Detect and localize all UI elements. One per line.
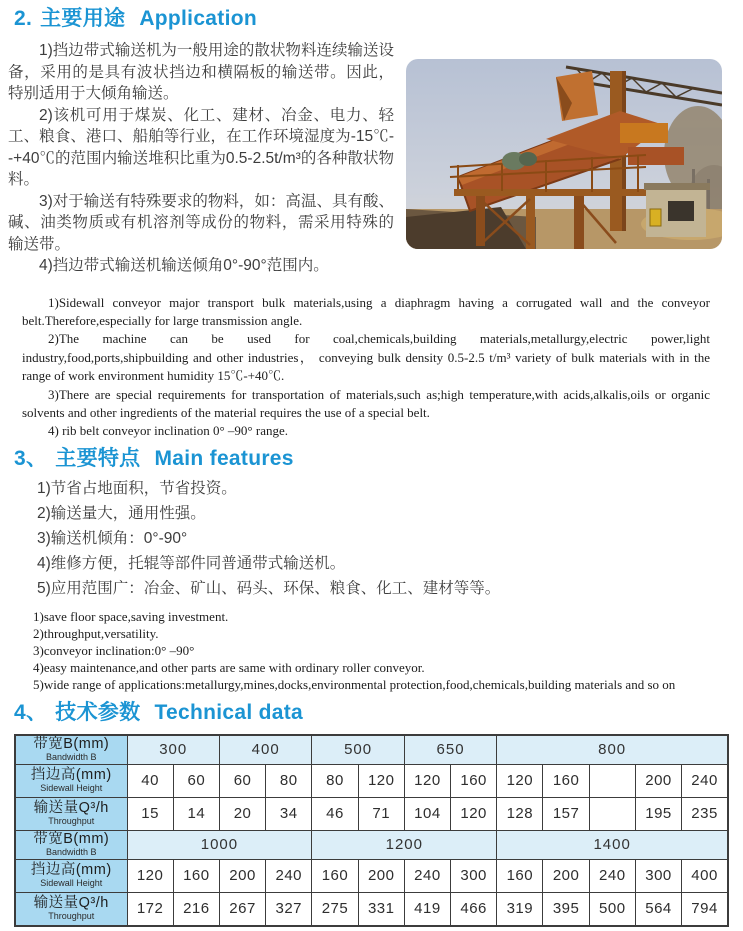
bandwidth-value-cell: 1200 — [312, 830, 497, 859]
sidewall-height-cell: 160 — [173, 859, 219, 892]
application-paragraph-zh: 2)该机可用于煤炭、化工、建材、冶金、电力、轻工、粮食、港口、船舶等行业，在工作环境湿度为-15℃--+40℃的范围内输送堆积比重为0.5-2.5t/m³的各种散状物料。 — [8, 106, 394, 188]
throughput-cell: 466 — [451, 892, 497, 926]
sidewall-height-cell: 200 — [635, 764, 681, 797]
throughput-cell: 34 — [266, 797, 312, 830]
technical-data-heading — [14, 701, 743, 725]
table-row — [15, 830, 728, 859]
application-paragraph-zh: 1)挡边带式输送机为一般用途的散状物料连续输送设备，采用的是具有波状挡边和横隔板的输送带。因此，特别适用于大倾角输送。 — [8, 42, 394, 102]
throughput-cell: 564 — [635, 892, 681, 926]
section-title-en: Application — [139, 7, 257, 30]
application-paragraph-zh: 3)对于输送有特殊要求的物料，如：高温、具有酸、碱、油类物质或有机溶剂等成份的物料，需采用特殊的输送带。 — [8, 192, 394, 253]
application-paragraph-en: 1)Sidewall conveyor major transport bulk materials,using a diaphragm having a corrugated wall and the conveyor belt.Therefore,especially for large transmission angle. — [22, 294, 710, 328]
bandwidth-value-cell: 300 — [127, 735, 219, 765]
throughput-cell: 419 — [404, 892, 450, 926]
throughput-cell: 14 — [173, 797, 219, 830]
row-header-zh: 带宽B(mm) — [33, 736, 110, 753]
section-title-en: Technical data — [154, 700, 304, 724]
throughput-cell: 128 — [497, 797, 543, 830]
throughput-cell: 331 — [358, 892, 404, 926]
application-heading — [14, 0, 743, 31]
table-row — [15, 892, 728, 926]
feature-item-zh: 2)输送量大，通用性强。 — [37, 504, 206, 522]
sidewall-height-cell: 40 — [127, 764, 173, 797]
table-row — [15, 797, 728, 830]
technical-data-table — [14, 734, 729, 927]
row-header-zh: 挡边高(mm) — [30, 767, 112, 784]
row-header-cell — [15, 892, 127, 926]
sidewall-height-cell: 200 — [543, 859, 589, 892]
sidewall-height-cell: 240 — [682, 764, 728, 797]
sidewall-height-cell: 160 — [312, 859, 358, 892]
section-application — [0, 0, 743, 441]
sidewall-height-cell: 240 — [404, 859, 450, 892]
sidewall-height-cell: 200 — [358, 859, 404, 892]
row-header-en: Sidewall Height — [40, 878, 103, 889]
sidewall-height-cell: 160 — [497, 859, 543, 892]
bandwidth-value-cell: 650 — [404, 735, 496, 765]
throughput-cell: 794 — [682, 892, 728, 926]
feature-item-en: 4)easy maintenance,and other parts are same with ordinary roller conveyor. — [33, 659, 425, 675]
row-header-en: Bandwidth B — [45, 847, 97, 858]
sidewall-height-cell: 240 — [589, 859, 635, 892]
section-title-en: Main features — [154, 446, 294, 470]
table-row — [15, 764, 728, 797]
equipment-photo-illustration — [406, 59, 722, 249]
throughput-cell: 216 — [173, 892, 219, 926]
sidewall-height-cell: 300 — [451, 859, 497, 892]
throughput-cell: 500 — [589, 892, 635, 926]
feature-item-en: 1)save floor space,saving investment. — [33, 608, 229, 624]
section-title-zh: 主要特点 — [55, 446, 141, 470]
application-body — [8, 40, 722, 441]
application-paragraphs-en — [22, 294, 710, 441]
row-header-en: Bandwidth B — [45, 752, 97, 763]
feature-item-zh: 1)节省占地面积，节省投资。 — [37, 479, 237, 497]
features-heading — [14, 447, 743, 471]
throughput-cell: 395 — [543, 892, 589, 926]
sidewall-height-cell: 240 — [266, 859, 312, 892]
features-list-zh — [37, 476, 743, 601]
bandwidth-value-cell: 400 — [219, 735, 311, 765]
sidewall-height-cell: 400 — [682, 859, 728, 892]
section-title-zh: 技术参数 — [55, 700, 141, 724]
throughput-cell: 275 — [312, 892, 358, 926]
equipment-photo — [406, 59, 722, 249]
application-paragraph-en: 2)The machine can be used for coal,chemicals,building materials,metallurgy,electric power,light industry,food,ports,shipbuilding and other industries， conveying bulk density 0.5-2.5 t/m³ variety of bulk materials with in the range of work environment humidity 15℃-+40℃. — [22, 331, 710, 384]
throughput-cell: 195 — [635, 797, 681, 830]
sidewall-height-cell: 80 — [312, 764, 358, 797]
section-number: 3、 — [14, 446, 48, 470]
section-number: 4、 — [14, 700, 48, 724]
row-header-en: Sidewall Height — [40, 783, 103, 794]
sidewall-height-cell: 300 — [635, 859, 681, 892]
sidewall-height-cell: 120 — [404, 764, 450, 797]
section-number: 2. — [14, 7, 33, 30]
sidewall-height-cell: 160 — [543, 764, 589, 797]
bandwidth-value-cell: 1400 — [497, 830, 728, 859]
feature-item-zh: 5)应用范围广：冶金、矿山、码头、环保、粮食、化工、建材等等。 — [37, 579, 501, 597]
throughput-cell: 71 — [358, 797, 404, 830]
throughput-cell: 327 — [266, 892, 312, 926]
feature-item-zh: 3)输送机倾角：0°-90° — [37, 529, 188, 547]
features-list-en — [33, 608, 743, 693]
application-paragraph-zh: 4)挡边带式输送机输送倾角0°-90°范围内。 — [39, 257, 329, 274]
throughput-cell: 104 — [404, 797, 450, 830]
row-header-cell — [15, 859, 127, 892]
throughput-cell: 20 — [219, 797, 265, 830]
sidewall-height-cell: 200 — [219, 859, 265, 892]
row-header-zh: 带宽B(mm) — [33, 831, 110, 848]
bandwidth-value-cell: 800 — [497, 735, 728, 765]
row-header-en: Throughput — [48, 911, 95, 922]
row-header-zh: 挡边高(mm) — [30, 862, 112, 879]
sidewall-height-cell: 60 — [173, 764, 219, 797]
table-row — [15, 859, 728, 892]
row-header-zh: 输送量Q³/h — [33, 800, 109, 817]
bandwidth-value-cell: 1000 — [127, 830, 312, 859]
sidewall-height-cell — [589, 764, 635, 797]
throughput-cell: 319 — [497, 892, 543, 926]
throughput-cell: 15 — [127, 797, 173, 830]
application-paragraph-en: 4) rib belt conveyor inclination 0° –90° range. — [48, 423, 288, 439]
section-technical-data — [0, 701, 743, 927]
row-header-zh: 输送量Q³/h — [33, 895, 109, 912]
sidewall-height-cell: 60 — [219, 764, 265, 797]
throughput-cell: 267 — [219, 892, 265, 926]
feature-item-en: 5)wide range of applications:metallurgy,mines,docks,environmental protection,food,chemicals,building materials and so on — [33, 676, 676, 692]
sidewall-height-cell: 160 — [451, 764, 497, 797]
row-header-en: Throughput — [48, 816, 95, 827]
section-title-zh: 主要用途 — [40, 7, 126, 30]
bandwidth-value-cell: 500 — [312, 735, 404, 765]
feature-item-en: 3)conveyor inclination:0° –90° — [33, 642, 195, 658]
throughput-cell: 157 — [543, 797, 589, 830]
throughput-cell: 46 — [312, 797, 358, 830]
throughput-cell: 120 — [451, 797, 497, 830]
row-header-cell — [15, 797, 127, 830]
throughput-cell: 235 — [682, 797, 728, 830]
feature-item-zh: 4)维修方便，托辊等部件同普通带式输送机。 — [37, 554, 346, 572]
row-header-cell — [15, 735, 127, 765]
section-main-features — [0, 447, 743, 693]
throughput-cell: 172 — [127, 892, 173, 926]
sidewall-height-cell: 120 — [127, 859, 173, 892]
table-row — [15, 735, 728, 765]
row-header-cell — [15, 830, 127, 859]
sidewall-height-cell: 120 — [497, 764, 543, 797]
row-header-cell — [15, 764, 127, 797]
feature-item-en: 2)throughput,versatility. — [33, 625, 159, 641]
sidewall-height-cell: 80 — [266, 764, 312, 797]
application-paragraph-en: 3)There are special requirements for transportation of materials,such as;high temperature,with acids,alkalis,oils or organic solvents and other ingredients of the material requires the use of a special belt. — [22, 386, 710, 420]
sidewall-height-cell: 120 — [358, 764, 404, 797]
throughput-cell — [589, 797, 635, 830]
